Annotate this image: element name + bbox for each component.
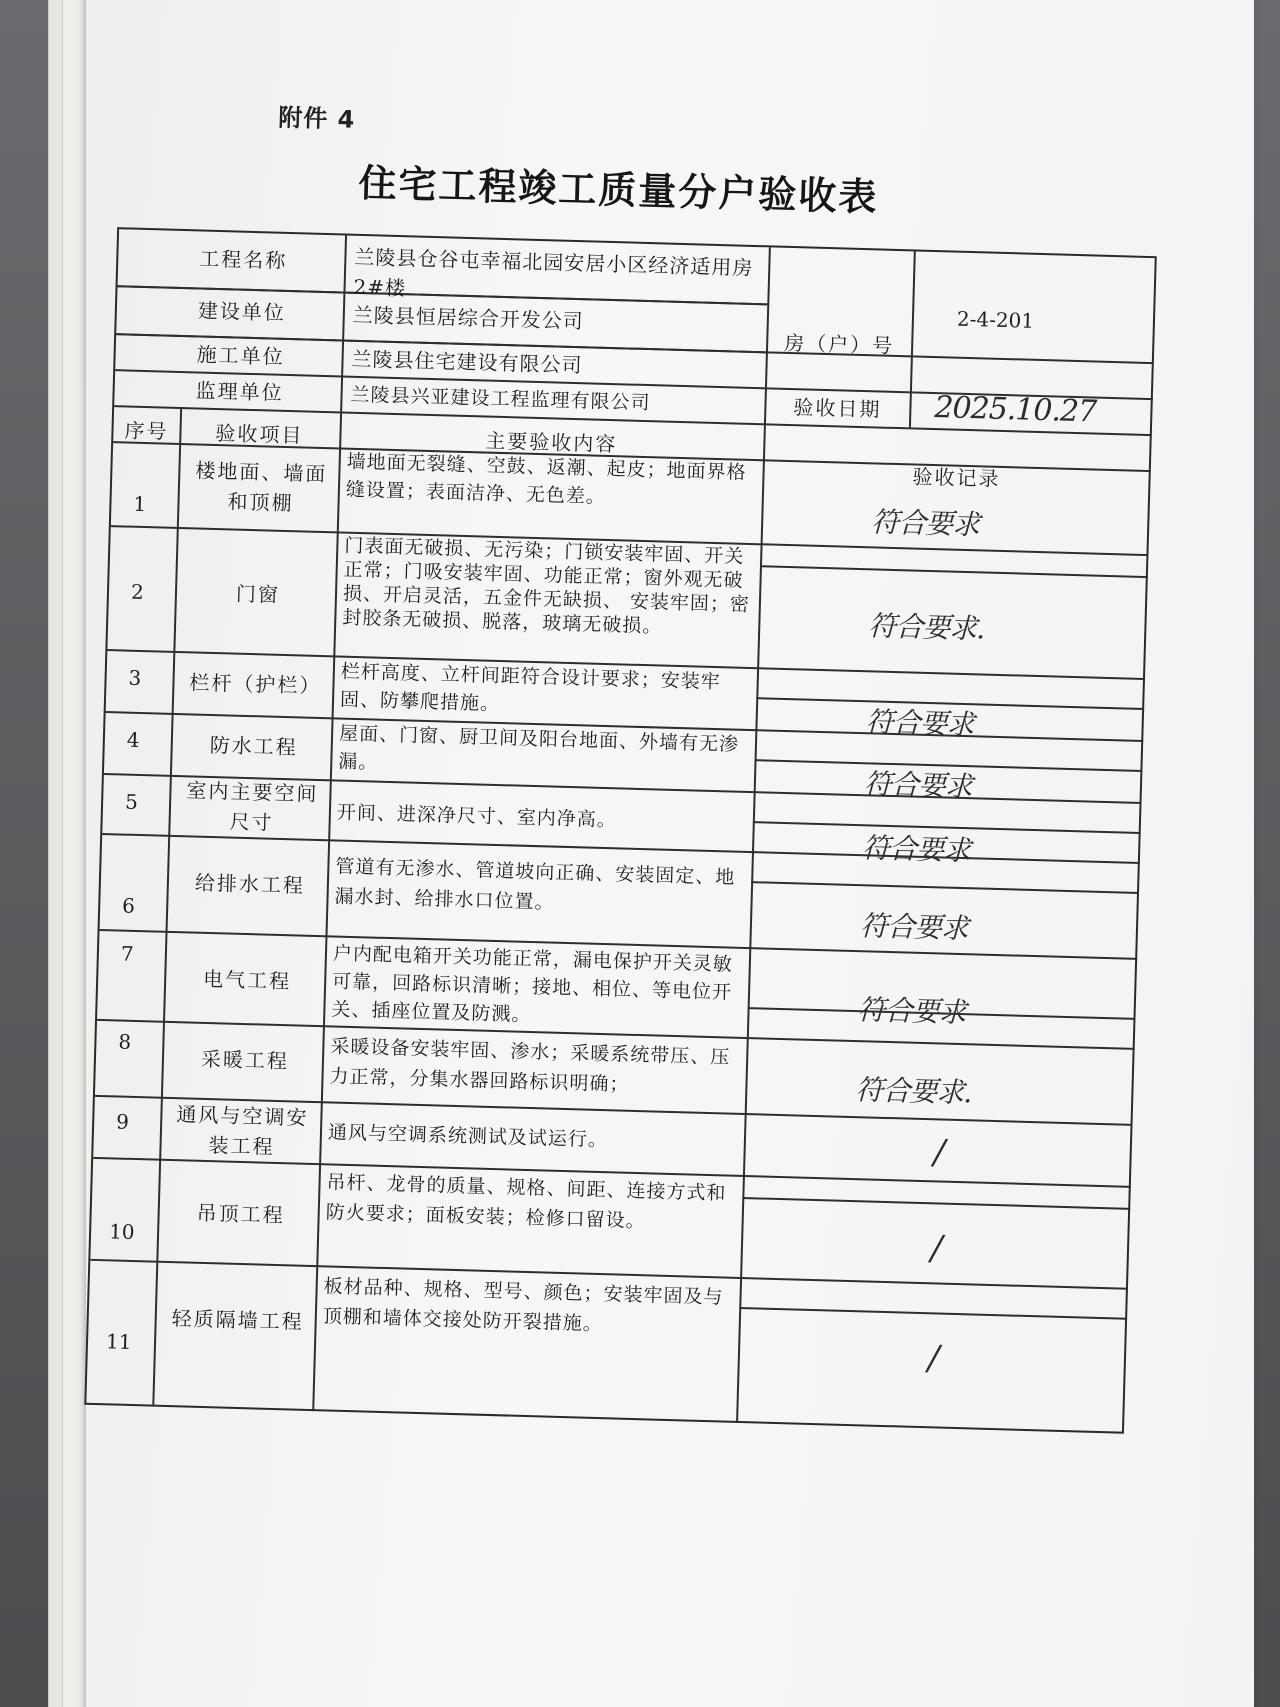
row-record: 符合要求 xyxy=(870,505,980,542)
row-content: 板材品种、规格、型号、颜色；安装牢固及与顶棚和墙体交接处防开裂措施。 xyxy=(322,1275,724,1336)
row-record: / xyxy=(930,1228,944,1269)
builder-value: 兰陵县恒居综合开发公司 xyxy=(352,302,585,334)
row-seq: 11 xyxy=(105,1329,132,1354)
row-content: 吊杆、龙骨的质量、规格、间距、连接方式和防火要求；面板安装；检修口留设。 xyxy=(325,1171,727,1233)
project-name-value: 兰陵县仓谷屯幸福北园安居小区经济适用房2#楼 xyxy=(353,244,754,301)
row-item: 通风与空调安装工程 xyxy=(176,1102,309,1159)
col-item-header: 验收项目 xyxy=(215,420,304,448)
accept-date-handwritten: 2025.10.27 xyxy=(933,390,1097,430)
document-title: 住宅工程竣工质量分户验收表 xyxy=(357,160,879,220)
col-record-header: 验收记录 xyxy=(912,464,1001,491)
row-item: 轻质隔墙工程 xyxy=(171,1306,305,1334)
supervisor-label: 监理单位 xyxy=(195,378,284,405)
row-record: 符合要求. xyxy=(867,609,985,646)
room-no-value: 2-4-201 xyxy=(956,306,1035,333)
row-record: / xyxy=(927,1338,940,1379)
row-content: 通风与空调系统测试及试运行。 xyxy=(327,1121,609,1152)
row-seq: 10 xyxy=(108,1219,135,1245)
row-item: 楼地面、墙面和顶棚 xyxy=(195,458,328,516)
row-item: 室内主要空间尺寸 xyxy=(186,778,319,835)
room-no-label: 房（户）号 xyxy=(783,330,895,358)
builder-label: 建设单位 xyxy=(197,298,287,325)
contractor-value: 兰陵县住宅建设有限公司 xyxy=(351,346,583,378)
row-item: 门窗 xyxy=(235,581,281,607)
row-seq: 1 xyxy=(133,491,147,517)
row-content: 屋面、门窗、厨卫间及阳台地面、外墙有无渗漏。 xyxy=(338,722,740,774)
row-seq: 3 xyxy=(128,665,142,691)
acceptance-form xyxy=(84,227,1156,1434)
row-record: 符合要求 xyxy=(861,831,971,868)
row-content: 管道有无渗水、管道坡向正确、安装固定、地漏水封、给排水口位置。 xyxy=(334,855,736,914)
row-seq: 8 xyxy=(118,1029,132,1054)
supervisor-value: 兰陵县兴亚建设工程监理有限公司 xyxy=(350,383,651,415)
row-content: 户内配电箱开关功能正常，漏电保护开关灵敏可靠，回路标识清晰；接地、相位、等电位开关、插座位置及防溅。 xyxy=(331,942,734,1027)
row-record: 符合要求 xyxy=(863,767,973,804)
row-item: 采暖工程 xyxy=(200,1046,290,1074)
row-record: 符合要求 xyxy=(859,909,969,946)
row-seq: 7 xyxy=(120,941,134,966)
row-record: 符合要求. xyxy=(854,1073,972,1110)
row-seq: 6 xyxy=(121,893,136,918)
annex-label: 附件 4 xyxy=(277,103,356,134)
row-record: / xyxy=(933,1132,946,1173)
col-seq-header: 序号 xyxy=(124,418,169,444)
row-seq: 9 xyxy=(115,1109,130,1134)
row-seq: 4 xyxy=(126,727,140,752)
row-item: 栏杆（护栏） xyxy=(189,670,322,699)
project-name-label: 工程名称 xyxy=(199,246,288,273)
contractor-label: 施工单位 xyxy=(196,342,285,369)
row-record: 符合要求 xyxy=(865,705,975,742)
row-content: 墙地面无裂缝、空鼓、返潮、起皮；地面界格缝设置；表面洁净、无色差。 xyxy=(345,450,747,508)
row-content: 栏杆高度、立杆间距符合设计要求；安装牢固、防攀爬措施。 xyxy=(339,660,722,716)
col-content-header: 主要验收内容 xyxy=(485,428,618,457)
accept-date-label: 验收日期 xyxy=(793,395,882,422)
row-content: 开间、进深净尺寸、室内净高。 xyxy=(336,801,618,832)
row-item: 给排水工程 xyxy=(194,870,306,898)
row-content: 门表面无破损、无污染；门锁安装牢固、开关正常；门吸安装牢固、功能正常；窗外观无破损、开启灵活，五金件无缺损、 安装牢固；密封胶条无破损、脱落，玻璃无破损。 xyxy=(342,534,751,638)
row-seq: 5 xyxy=(124,789,139,814)
row-item: 吊顶工程 xyxy=(196,1200,285,1228)
row-item: 防水工程 xyxy=(209,732,299,760)
row-item: 电气工程 xyxy=(202,966,292,994)
row-content: 采暖设备安装牢固、渗水；采暖系统带压、压力正常，分集水器回路标识明确； xyxy=(329,1035,731,1096)
row-seq: 2 xyxy=(130,579,145,605)
row-record: 符合要求 xyxy=(857,993,967,1030)
